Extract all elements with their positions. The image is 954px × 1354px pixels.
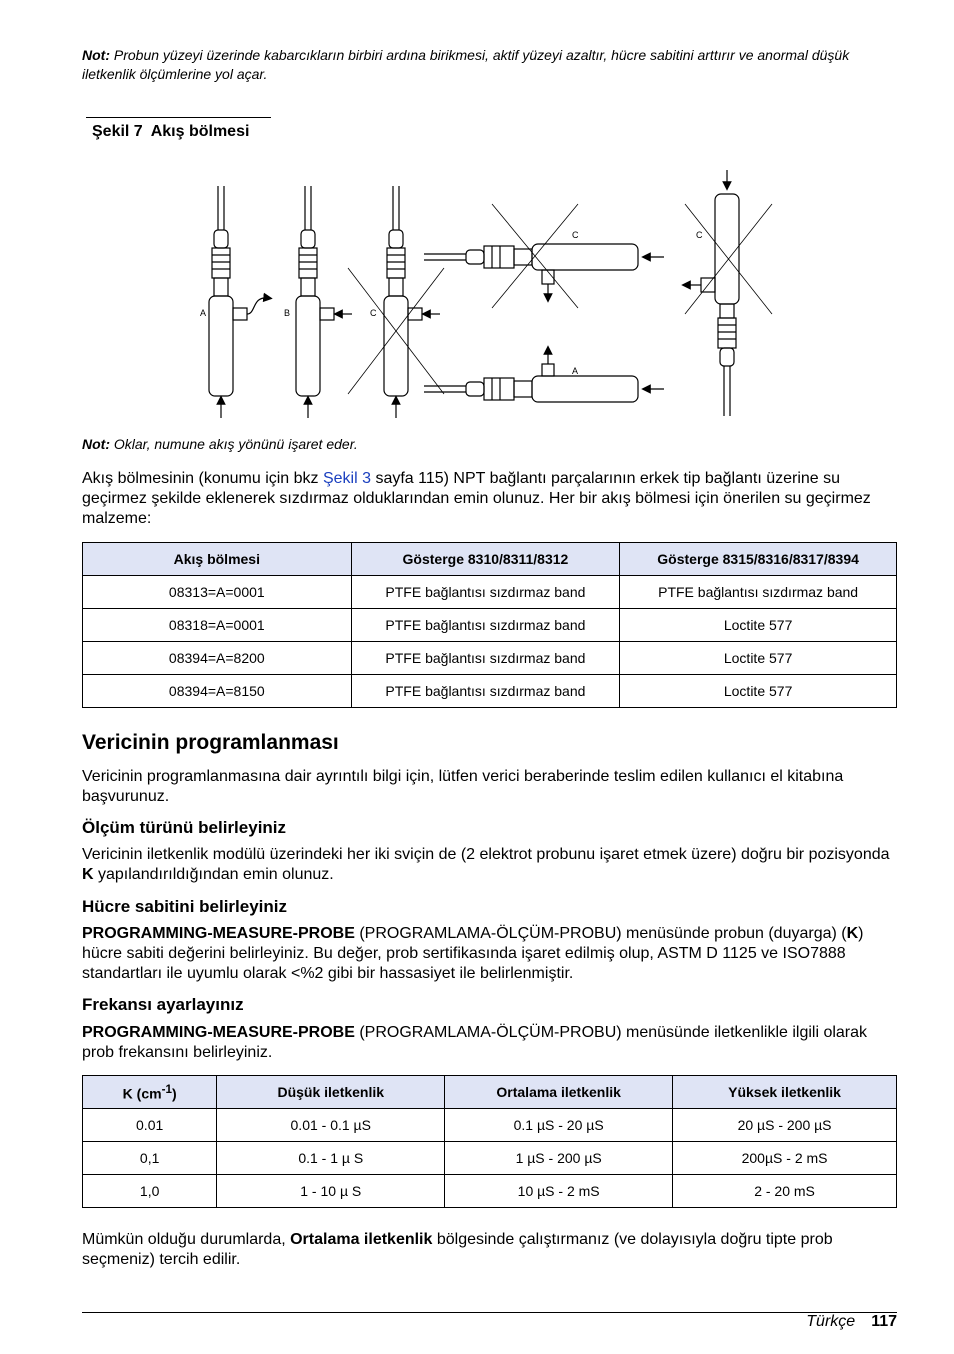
flow-chamber-figure <box>200 168 780 428</box>
note-label: Not: <box>82 47 110 63</box>
sub2-text-after: ) hücre sabiti değerini belirleyiniz. Bu değer, prob sertifikasında işaret edilmiş olup, ASTM D 1125 ve ISO7888 standartları ile uyumlu olarak <%2 gibi bir hassasiyet ile belirlenmiştir. <box>82 925 864 982</box>
table-cell: 0.01 <box>83 1109 217 1142</box>
table-cell: Loctite 577 <box>620 675 897 708</box>
k-unit-close: ) <box>171 1085 177 1102</box>
section-intro: Vericinin programlanmasına dair ayrıntılı bilgi için, lütfen verici beraberinde teslim edilen kullanıcı el kitabına başvurunuz. <box>82 768 844 805</box>
top-note <box>82 46 882 84</box>
k-unit-text: K (cm <box>122 1085 162 1102</box>
page-footer <box>806 1313 897 1331</box>
footer-language: Türkçe <box>806 1313 856 1330</box>
label-b: B <box>284 308 291 318</box>
sub2-bold-k: K <box>846 925 859 942</box>
figure-note <box>82 436 358 452</box>
table-row <box>83 1142 897 1175</box>
table-cell: 20 µS - 200 µS <box>673 1109 897 1142</box>
measurement-paragraph <box>82 845 897 885</box>
table-cell: PTFE bağlantısı sızdırmaz band <box>620 576 897 609</box>
section-title: Vericinin programlanması <box>82 731 339 754</box>
table-cell: 08394=A=8200 <box>83 642 352 675</box>
table-header-cell: Ortalama iletkenlik <box>445 1076 673 1109</box>
figure-title <box>92 123 249 141</box>
table-cell: Loctite 577 <box>620 642 897 675</box>
table-header-cell: Yüksek iletkenlik <box>673 1076 897 1109</box>
table-row <box>83 576 897 609</box>
probe-a-drawing <box>200 186 268 418</box>
table-cell: 08394=A=8150 <box>83 675 352 708</box>
label-a-2: A <box>572 366 579 376</box>
table-cell: 200µS - 2 mS <box>673 1142 897 1175</box>
table-cell: 08318=A=0001 <box>83 609 352 642</box>
figure-note-text: Oklar, numune akış yönünü işaret eder. <box>113 436 358 452</box>
subsection-title-measurement: Ölçüm türünü belirleyiniz <box>82 818 287 837</box>
subsection-title-cell-constant: Hücre sabitini belirleyiniz <box>82 897 288 916</box>
sub1-text-before: Vericinin iletkenlik modülü üzerindeki her iki sviçin de (2 elektrot probunu işaret etmek üzere) doğru bir pozisyonda <box>82 846 890 863</box>
sub2-bold-menu: PROGRAMMING-MEASURE-PROBE <box>82 925 355 942</box>
frequency-table <box>82 1075 897 1208</box>
table-header-cell: Gösterge 8310/8311/8312 <box>351 543 620 576</box>
table-header-cell: Akış bölmesi <box>83 543 352 576</box>
table-cell: 0.1 - 1 µ S <box>217 1142 445 1175</box>
horizontal-probe-bottom-drawing <box>424 350 664 402</box>
frequency-paragraph <box>82 1023 897 1063</box>
final-paragraph <box>82 1230 897 1270</box>
final-text-after: bölgesinde çalıştırmanız (ve dolayısıyla doğru tipte prob seçmeniz) tercih edilir. <box>82 1231 833 1268</box>
subsection-title-frequency: Frekansı ayarlayınız <box>82 995 244 1014</box>
table-header-row <box>83 543 897 576</box>
table-cell: 2 - 20 mS <box>673 1175 897 1208</box>
sub3-text-after: (PROGRAMLAMA-ÖLÇÜM-PROBU) menüsünde iletkenlikle ilgili olarak prob frekansını belirleyiniz. <box>82 1024 868 1061</box>
table-header-cell <box>83 1076 217 1109</box>
table-cell: 1,0 <box>83 1175 217 1208</box>
page-number: 117 <box>871 1313 897 1330</box>
table-row <box>83 1109 897 1142</box>
table-cell: PTFE bağlantısı sızdırmaz band <box>351 642 620 675</box>
table-cell: 0.01 - 0.1 µS <box>217 1109 445 1142</box>
table-cell: PTFE bağlantısı sızdırmaz band <box>351 576 620 609</box>
final-text-before: Mümkün olduğu durumlarda, <box>82 1231 291 1248</box>
figure-number: Şekil 7 <box>92 123 143 140</box>
label-c-2: C <box>572 230 579 240</box>
horizontal-probe-top-drawing <box>424 204 664 308</box>
sub3-bold-menu: PROGRAMMING-MEASURE-PROBE <box>82 1024 355 1041</box>
table-cell: 1 µS - 200 µS <box>445 1142 673 1175</box>
table-cell: 10 µS - 2 mS <box>445 1175 673 1208</box>
sub2-text-mid: (PROGRAMLAMA-ÖLÇÜM-PROBU) menüsünde probun (duyarga) ( <box>354 925 847 942</box>
table-header-row <box>83 1076 897 1109</box>
para1-text-before: Akış bölmesinin (konumu için bkz <box>82 470 323 487</box>
table-header-cell: Gösterge 8315/8316/8317/8394 <box>620 543 897 576</box>
table-cell: 1 - 10 µ S <box>217 1175 445 1208</box>
label-a: A <box>200 308 207 318</box>
table-header-cell: Düşük iletkenlik <box>217 1076 445 1109</box>
inverted-probe-drawing <box>685 170 772 416</box>
table-row <box>83 609 897 642</box>
figure-rule <box>86 117 271 118</box>
table-row <box>83 1175 897 1208</box>
cell-constant-paragraph <box>82 924 897 984</box>
label-c-1: C <box>370 308 377 318</box>
table-row <box>83 675 897 708</box>
sealant-table <box>82 542 897 708</box>
sub1-bold: K <box>82 866 94 883</box>
table-cell: 0.1 µS - 20 µS <box>445 1109 673 1142</box>
table-cell: Loctite 577 <box>620 609 897 642</box>
final-bold: Ortalama iletkenlik <box>290 1231 433 1248</box>
probe-b-drawing <box>284 186 352 418</box>
table-cell: PTFE bağlantısı sızdırmaz band <box>351 675 620 708</box>
table-cell: 0,1 <box>83 1142 217 1175</box>
figure-note-label: Not: <box>82 436 110 452</box>
figure3-link[interactable]: Şekil 3 <box>322 470 372 487</box>
label-c-3: C <box>696 230 703 240</box>
table-cell: 08313=A=0001 <box>83 576 352 609</box>
figure-caption: Akış bölmesi <box>150 123 250 140</box>
para1-text-after: sayfa 115) NPT bağlantı parçalarının erkek tip bağlantı üzerine su geçirmez şekilde eklenerek sızdırmaz olduklarından emin olunuz. Her bir akış bölmesi için önerilen su geçirmez malzeme: <box>82 470 871 527</box>
flow-chamber-paragraph <box>82 469 897 529</box>
k-unit-sup: -1 <box>161 1082 172 1096</box>
note-text: Probun yüzeyi üzerinde kabarcıkların birbiri ardına birikmesi, aktif yüzeyi azaltır, hücre sabitini arttırır ve anormal düşük iletkenlik ölçümlerine yol açar. <box>82 47 850 82</box>
table-row <box>83 642 897 675</box>
probe-c-drawing <box>348 186 444 418</box>
footer-rule <box>82 1312 897 1313</box>
table-cell: PTFE bağlantısı sızdırmaz band <box>351 609 620 642</box>
sub1-text-after: yapılandırıldığından emin olunuz. <box>93 866 334 883</box>
